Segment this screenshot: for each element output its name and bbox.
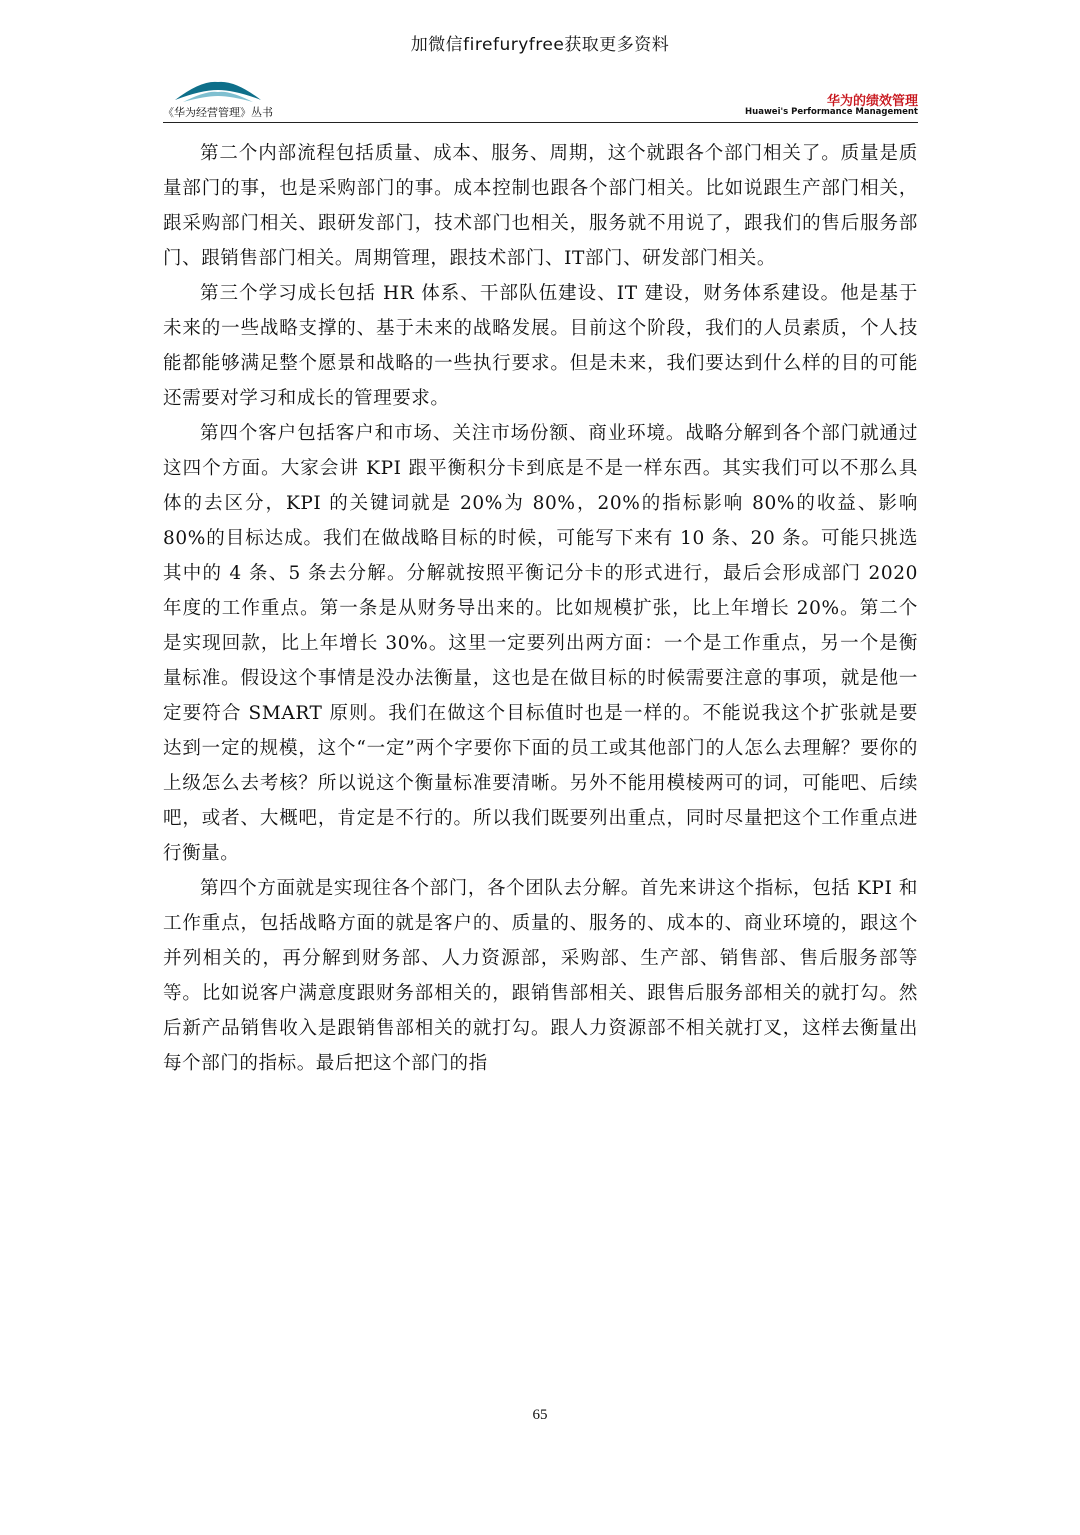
watermark-text: 加微信firefuryfree获取更多资料: [410, 35, 670, 55]
page-number: 65: [532, 1407, 548, 1423]
paragraph: 第四个方面就是实现往各个部门，各个团队去分解。首先来讲这个指标，包括 KPI 和工作重点，包括战略方面的就是客户的、质量的、服务的、成本的、商业环境的，跟这个并列相关的，再分解到财务部、人力资源部，采购部、生产部、销售部、售后服务部等等。比如说客户满意度跟财务部相关的，跟销售部相关、跟售后服务部相关的就打勾。然后新产品销售收入是跟销售部相关的就打勾。跟人力资源部不相关就打叉，这样去衡量出每个部门的指标。最后把这个部门的指: [163, 878, 918, 1074]
paragraph: 第二个内部流程包括质量、成本、服务、周期，这个就跟各个部门相关了。质量是质量部门的事，也是采购部门的事。成本控制也跟各个部门相关。比如说跟生产部门相关，跟采购部门相关、跟研发部门，技术部门也相关，服务就不用说了，跟我们的售后服务部门、跟销售部门相关。周期管理，跟技术部门、IT部门、研发部门相关。: [163, 143, 918, 269]
series-title: 《华为经营管理》丛书: [163, 106, 273, 119]
page-header: [163, 78, 918, 122]
body-text: [163, 136, 918, 1081]
book-title: 华为的绩效管理: [826, 94, 918, 109]
paragraph: 第四个客户包括客户和市场、关注市场份额、商业环境。战略分解到各个部门就通过这四个方面。大家会讲 KPI 跟平衡积分卡到底是不是一样东西。其实我们可以不那么具体的去区分，KPI 的关键词就是 20%为 80%，20%的指标影响 80%的收益、影响 80%的目标达成。我们在做战略目标的时候，可能写下来有 10 条、20 条。可能只挑选其中的 4 条、5 条去分解。分解就按照平衡记分卡的形式进行，最后会形成部门 2020 年度的工作重点。第一条是从财务导出来的。比如规模扩张，比上年增长 20%。第二个是实现回款，比上年增长 30%。这里一定要列出两方面：一个是工作重点，另一个是衡量标准。假设这个事情是没办法衡量，这也是在做目标的时候需要注意的事项，就是他一定要符合 SMART 原则。我们在做这个目标值时也是一样的。不能说我这个扩张就是要达到一定的规模，这个“一定”两个字要你下面的员工或其他部门的人怎么去理解？要你的上级怎么去考核？所以说这个衡量标准要清晰。另外不能用模棱两可的词，可能吧、后续吧，或者、大概吧，肯定是不行的。所以我们既要列出重点，同时尽量把这个工作重点进行衡量。: [163, 423, 918, 864]
paragraph: 第三个学习成长包括 HR 体系、干部队伍建设、IT 建设，财务体系建设。他是基于未来的一些战略支撑的、基于未来的战略发展。目前这个阶段，我们的人员素质，个人技能都能够满足整个愿景和战略的一些执行要求。但是未来，我们要达到什么样的目的可能还需要对学习和成长的管理要求。: [163, 283, 918, 409]
mountain-logo-icon: [173, 78, 263, 104]
book-subtitle: Huawei's Performance Management: [745, 107, 918, 117]
header-divider: [163, 122, 918, 123]
